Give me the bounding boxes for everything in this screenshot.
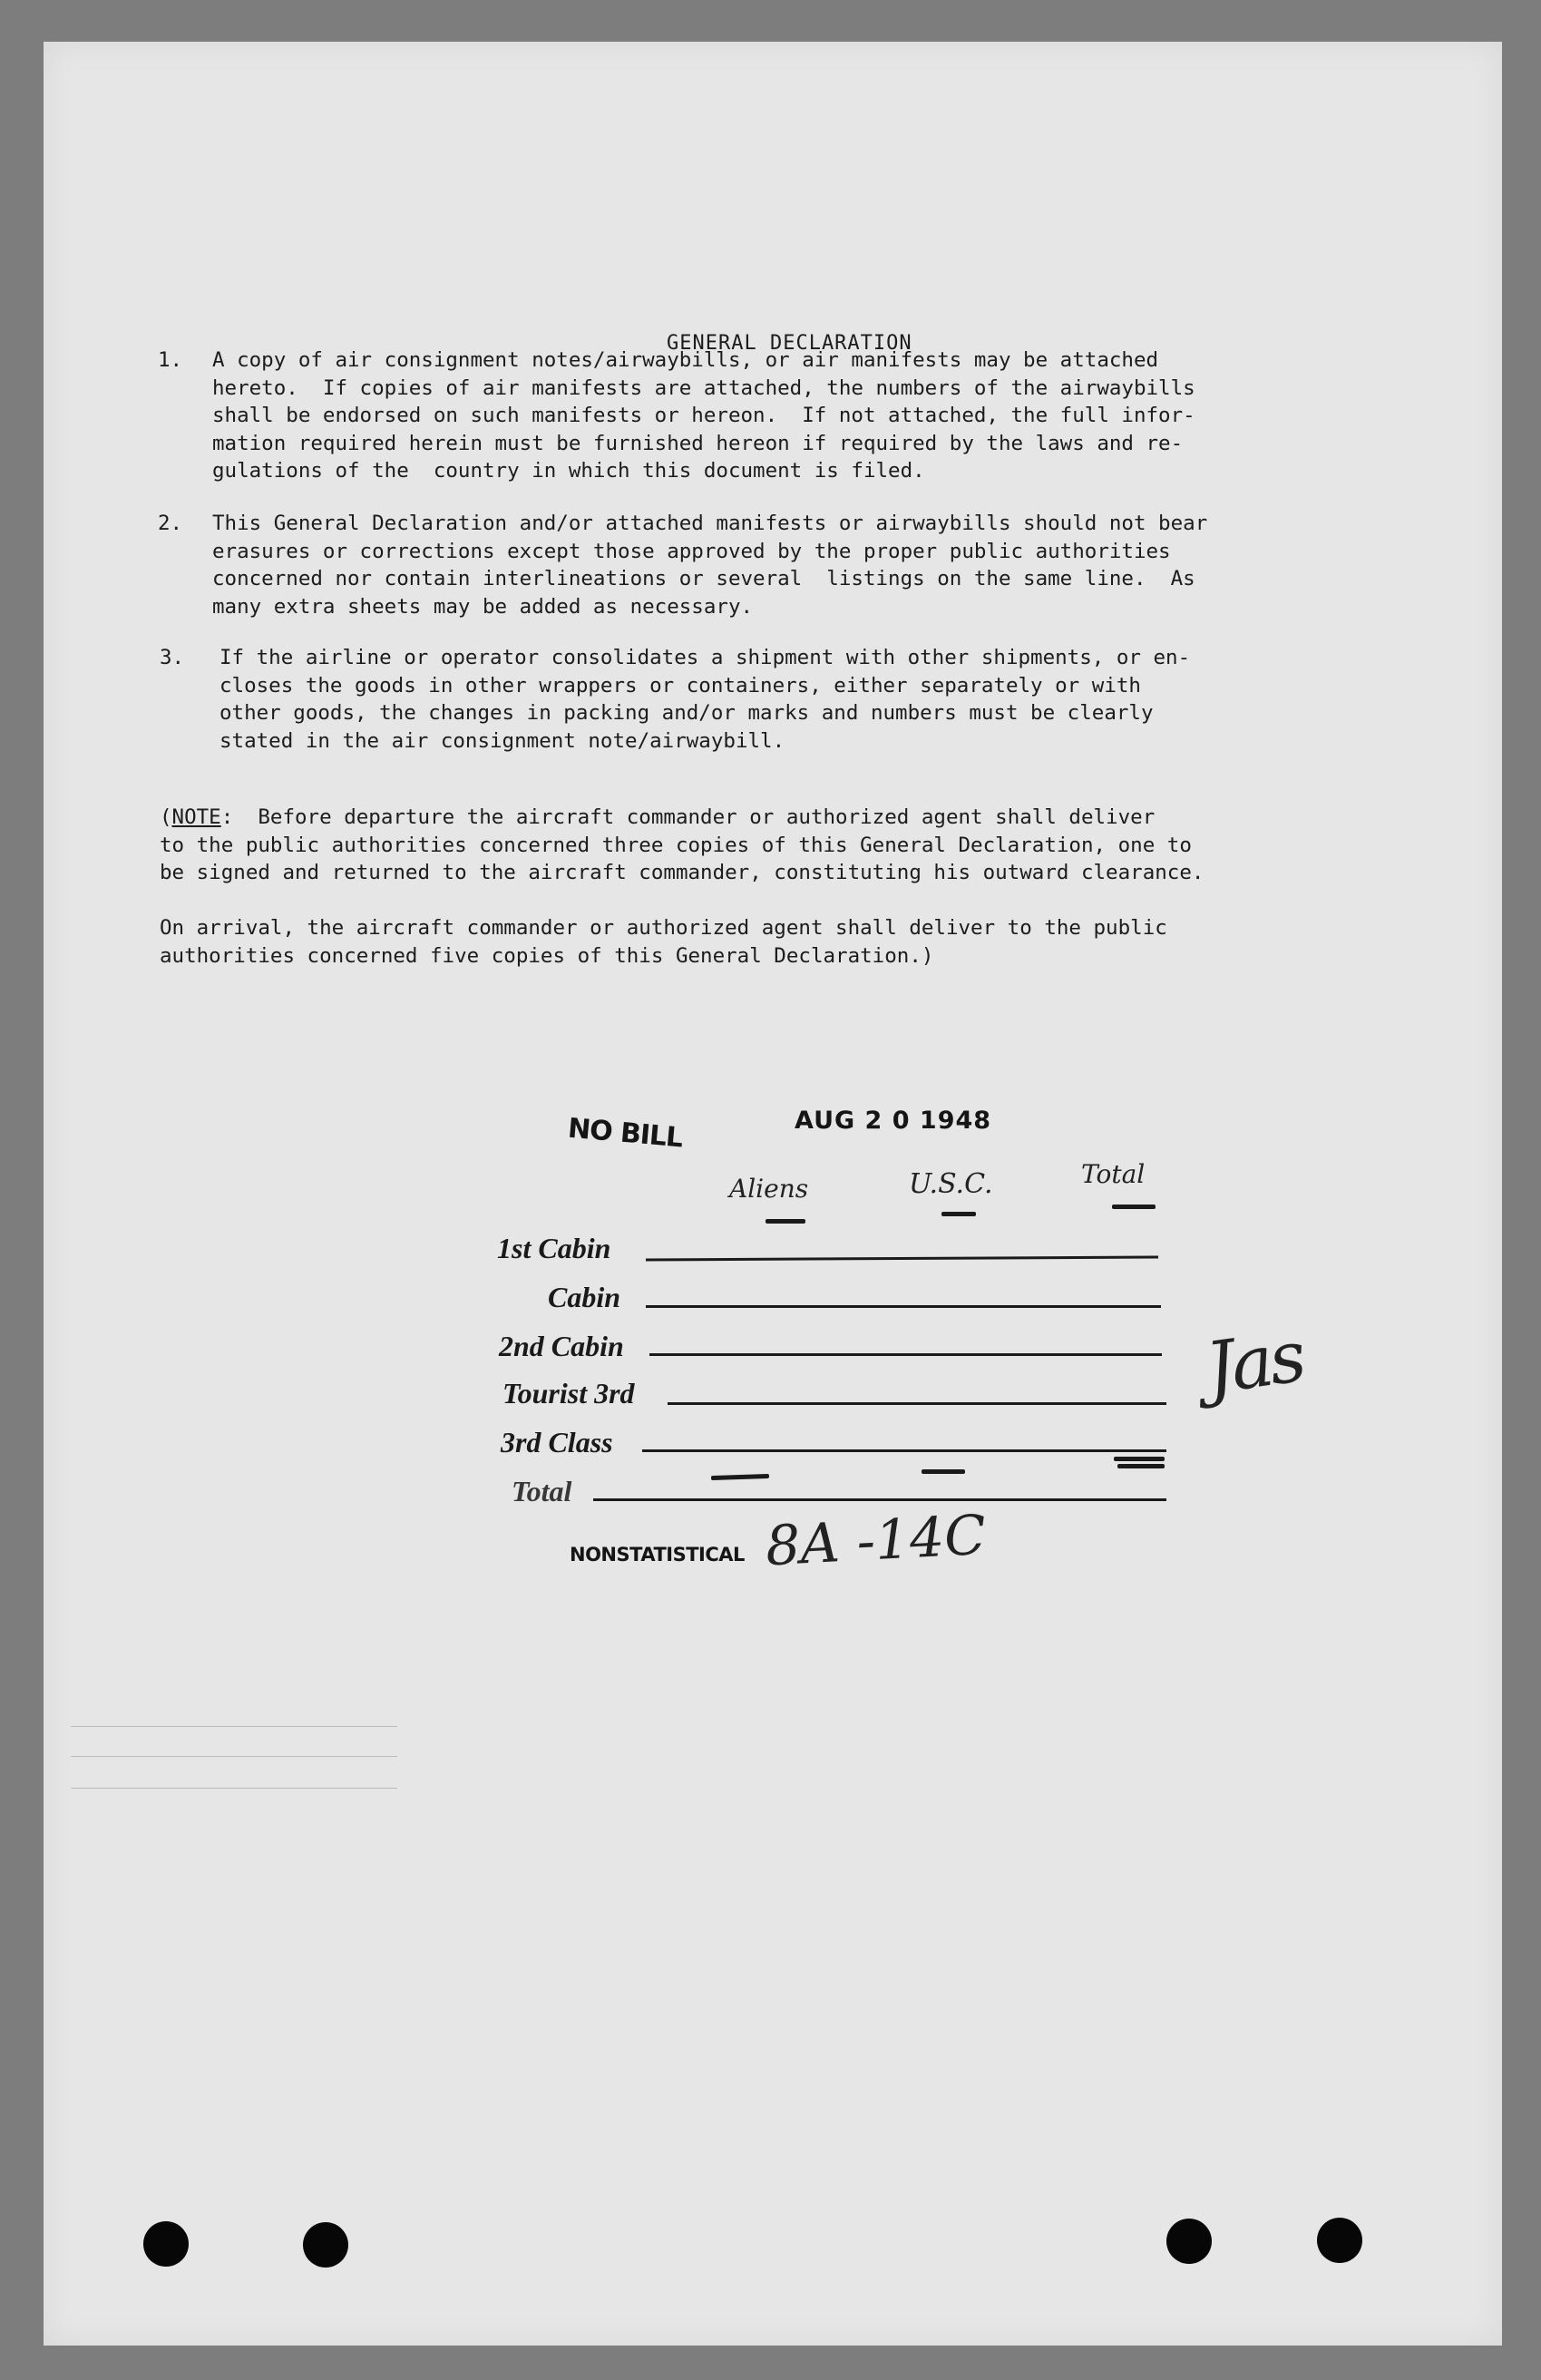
faint-rule bbox=[71, 1756, 397, 1757]
paragraph-3-number: 3. bbox=[160, 646, 185, 669]
note-label: NOTE bbox=[171, 805, 221, 829]
row-rule bbox=[642, 1449, 1166, 1452]
paragraph-1-line: gulations of the country in which this document is filed. bbox=[212, 459, 925, 483]
paragraph-2-line: This General Declaration and/or attached manifests or airwaybills should not bear bbox=[212, 512, 1208, 535]
no-bill-stamp: NO BILL bbox=[566, 1112, 684, 1155]
total-dash bbox=[1114, 1457, 1165, 1461]
paragraph-3 bbox=[219, 644, 1190, 755]
header-underline bbox=[766, 1219, 805, 1224]
total-dash bbox=[922, 1469, 965, 1474]
row-rule bbox=[649, 1353, 1162, 1356]
header-underline bbox=[1112, 1205, 1156, 1209]
paragraph-2-line: concerned nor contain interlineations or several listings on the same line. As bbox=[212, 567, 1195, 590]
total-dash bbox=[1117, 1464, 1165, 1468]
nonstatistical-stamp: NONSTATISTICAL bbox=[570, 1544, 745, 1566]
date-stamp: AUG 2 0 1948 bbox=[795, 1107, 992, 1135]
paragraph-1-line: shall be endorsed on such manifests or hereon. If not attached, the full infor- bbox=[212, 404, 1195, 427]
paragraph-1-line: hereto. If copies of air manifests are attached, the numbers of the airwaybills bbox=[212, 376, 1195, 400]
note-line: to the public authorities concerned three copies of this General Declaration, one to bbox=[160, 833, 1192, 857]
paragraph-1 bbox=[212, 346, 1195, 485]
paragraph-1-line: mation required herein must be furnished hereon if required by the laws and re- bbox=[212, 431, 1184, 455]
row-label-total: Total bbox=[512, 1475, 572, 1507]
row-label-1st-cabin: 1st Cabin bbox=[497, 1232, 611, 1264]
faint-rule bbox=[71, 1788, 397, 1789]
paragraph-2-number: 2. bbox=[158, 512, 183, 535]
binder-hole bbox=[1317, 2218, 1362, 2263]
column-header-total: Total bbox=[1081, 1159, 1146, 1189]
binder-hole bbox=[303, 2222, 348, 2268]
row-label-2nd-cabin: 2nd Cabin bbox=[499, 1330, 624, 1362]
note-paragraph bbox=[160, 804, 1204, 887]
arrival-paragraph bbox=[160, 914, 1167, 970]
paragraph-3-line: other goods, the changes in packing and/or marks and numbers must be clearly bbox=[219, 701, 1154, 725]
document-title: GENERAL DECLARATION bbox=[667, 332, 912, 355]
binder-hole bbox=[1166, 2219, 1212, 2264]
paragraph-2-line: erasures or corrections except those approved by the proper public authorities bbox=[212, 539, 1171, 563]
paragraph-3-line: closes the goods in other wrappers or containers, either separately or with bbox=[219, 673, 1141, 697]
arrival-line: authorities concerned five copies of this General Declaration.) bbox=[160, 943, 934, 968]
row-rule bbox=[593, 1498, 1166, 1501]
paragraph-3-line: If the airline or operator consolidates a shipment with other shipments, or en- bbox=[219, 646, 1191, 669]
paragraph-2-line: many extra sheets may be added as necessary. bbox=[212, 594, 754, 619]
note-line-1-rest: : Before departure the aircraft commander or authorized agent shall deliver bbox=[220, 805, 1156, 829]
binder-hole bbox=[143, 2221, 189, 2267]
row-rule bbox=[646, 1256, 1158, 1262]
note-line: be signed and returned to the aircraft commander, constituting his outward clearance. bbox=[160, 861, 1205, 884]
row-rule bbox=[646, 1305, 1161, 1308]
header-underline bbox=[941, 1212, 976, 1216]
column-header-usc: U.S.C. bbox=[909, 1168, 993, 1200]
paragraph-3-line: stated in the air consignment note/airwaybill. bbox=[219, 728, 785, 753]
column-header-aliens: Aliens bbox=[729, 1174, 809, 1204]
arrival-line: On arrival, the aircraft commander or authorized agent shall deliver to the public bbox=[160, 916, 1167, 940]
total-dash bbox=[711, 1474, 769, 1480]
row-label-3rd-class: 3rd Class bbox=[501, 1426, 613, 1458]
row-rule bbox=[668, 1402, 1166, 1405]
paragraph-1-line: A copy of air consignment notes/airwaybills, or air manifests may be attached bbox=[212, 348, 1159, 372]
row-label-tourist-3rd: Tourist 3rd bbox=[502, 1377, 635, 1409]
faint-rule bbox=[71, 1726, 397, 1727]
document-page bbox=[44, 42, 1502, 2346]
handwritten-code: 8A -14C bbox=[764, 1503, 988, 1579]
row-label-cabin: Cabin bbox=[548, 1281, 621, 1313]
bleed-through-text bbox=[245, 1334, 253, 1364]
paragraph-1-number: 1. bbox=[158, 348, 183, 372]
paragraph-2 bbox=[212, 510, 1207, 620]
handwritten-initials: Jas bbox=[1201, 1316, 1308, 1410]
note-line-1: (NOTE: Before departure the aircraft commander or authorized agent shall deliver bbox=[160, 805, 1156, 829]
